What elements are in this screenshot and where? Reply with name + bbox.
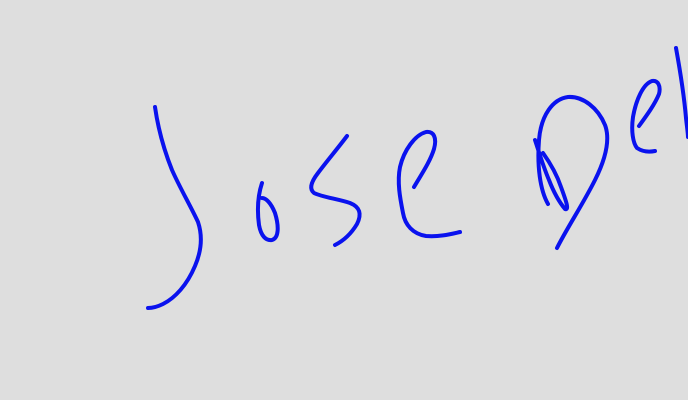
- ink-stroke-o: [258, 183, 278, 240]
- ink-stroke-s: [311, 136, 359, 245]
- ink-stroke-j: [148, 107, 201, 308]
- ink-stroke-e2: [632, 81, 659, 152]
- ink-stroke-d-bowl: [538, 97, 607, 248]
- ink-stroke-l: [676, 48, 688, 137]
- ink-stroke-e: [399, 132, 460, 236]
